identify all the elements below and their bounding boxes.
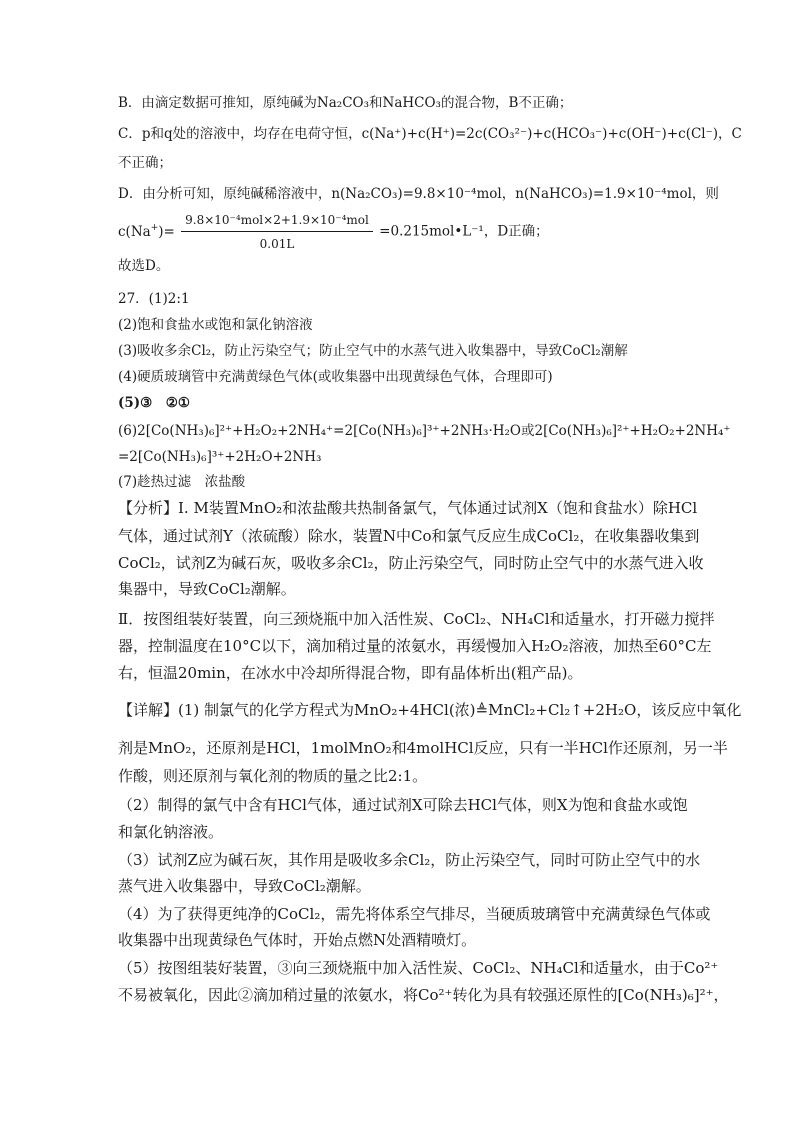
text-line: CoCl₂，试剂Z为碱石灰，吸收多余Cl₂，防止污染空气，同时防止空气中的水蒸气进入收 [118, 554, 704, 572]
text-line: 蒸气进入收集器中，导致CoCl₂潮解。 [118, 877, 371, 895]
text-line: 剂是MnO₂，还原剂是HCl，1molMnO₂和4molHCl反应，只有一半HCl作还原剂，另一半 [118, 739, 728, 757]
text-line: 和氯化钠溶液。 [118, 823, 224, 841]
text-line: 故选D。 [118, 258, 170, 274]
text-line: 【分析】Ⅰ. M装置MnO₂和浓盐酸共热制备氯气，气体通过试剂X（饱和食盐水）除HCl [118, 499, 698, 517]
fraction-numerator: 9.8×10⁻⁴mol×2+1.9×10⁻⁴mol [181, 211, 373, 232]
text-line: 右，恒温20min，在冰水中冷却所得混合物，即有晶体析出(粗产品)。 [118, 664, 583, 682]
text-line: (4)硬质玻璃管中充满黄绿色气体(或收集器中出现黄绿色气体，合理即可) [118, 369, 553, 385]
text-line: D．由分析可知，原纯碱稀溶液中，n(Na₂CO₃)=9.8×10⁻⁴mol，n(NaHCO₃)=1.9×10⁻⁴mol，则 [118, 186, 719, 202]
text-line: (2)饱和食盐水或饱和氯化钠溶液 [118, 317, 313, 333]
text-line: （4）为了获得更纯净的CoCl₂，需先将体系空气排尽，当硬质玻璃管中充满黄绿色气体或 [118, 905, 711, 923]
text-line: 不正确； [118, 155, 172, 171]
text-line: (6)2[Co(NH₃)₆]²⁺+H₂O₂+2NH₄⁺=2[Co(NH₃)₆]³⁺+2NH₃·H₂O或2[Co(NH₃)₆]²⁺+H₂O₂+2NH₄⁺ [118, 423, 731, 439]
text-line: 器，控制温度在10°C以下，滴加稍过量的浓氨水，再缓慢加入H₂O₂溶液，加热至60°C左 [118, 637, 712, 655]
text-line: =2[Co(NH₃)₆]³⁺+2H₂O+2NH₃ [118, 449, 322, 465]
fraction [181, 211, 373, 253]
text-line: C．p和q处的溶液中，均存在电荷守恒，c(Na⁺)+c(H⁺)=2c(CO₃²⁻)+c(HCO₃⁻)+c(OH⁻)+c(Cl⁻)，C [118, 126, 742, 142]
text-line: (3)吸收多余Cl₂，防止污染空气；防止空气中的水蒸气进入收集器中，导致CoCl₂潮解 [118, 343, 628, 359]
text-line: B．由滴定数据可推知，原纯碱为Na₂CO₃和NaHCO₃的混合物，B不正确； [118, 95, 573, 111]
text-line: Ⅱ．按图组装好装置，向三颈烧瓶中加入活性炭、CoCl₂、NH₄Cl和适量水，打开磁力搅拌 [118, 610, 715, 628]
text-line: （5）按图组装好装置，③向三颈烧瓶中加入活性炭、CoCl₂、NH₄Cl和适量水，由于Co²⁺ [118, 959, 719, 977]
text-line: 气体，通过试剂Y（浓硫酸）除水，装置N中Co和氯气反应生成CoCl₂，在收集器收集到 [118, 527, 700, 545]
fraction-line: c(Na+)= $\frac{\text{9.8×10⁻⁴mol×2+1.9×10⁻⁴mol}}{0.01L}$ =0.215mol•L⁻¹，D正确； [118, 213, 549, 251]
text-line: 不易被氧化，因此②滴加稍过量的浓氨水，将Co²⁺转化为具有较强还原性的[Co(NH₃)₆]²⁺， [118, 986, 729, 1004]
text-line: (7)趁热过滤 浓盐酸 [118, 474, 246, 490]
text-line: (5)③ ②① [118, 395, 190, 411]
fraction-denominator: 0.01L [259, 237, 295, 251]
text-line: 27．(1)2:1 [118, 291, 190, 307]
text-line: （3）试剂Z应为碱石灰，其作用是吸收多余Cl₂，防止污染空气，同时可防止空气中的水 [118, 851, 701, 869]
text-line: 收集器中出现黄绿色气体时，开始点燃N处酒精喷灯。 [118, 931, 477, 949]
text-line: 集器中，导致CoCl₂潮解。 [118, 580, 296, 598]
text-line: （2）制得的氯气中含有HCl气体，通过试剂X可除去HCl气体，则X为饱和食盐水或饱 [118, 796, 688, 814]
text-line: 【详解】(1) 制氯气的化学方程式为MnO₂+4HCl(浓)≜MnCl₂+Cl₂↑+2H₂O，该反应中氧化 [118, 701, 742, 719]
text-line: 作酸，则还原剂与氧化剂的物质的量之比2:1。 [118, 767, 428, 785]
fraction-rest: =0.215mol•L⁻¹，D正确； [379, 223, 549, 240]
